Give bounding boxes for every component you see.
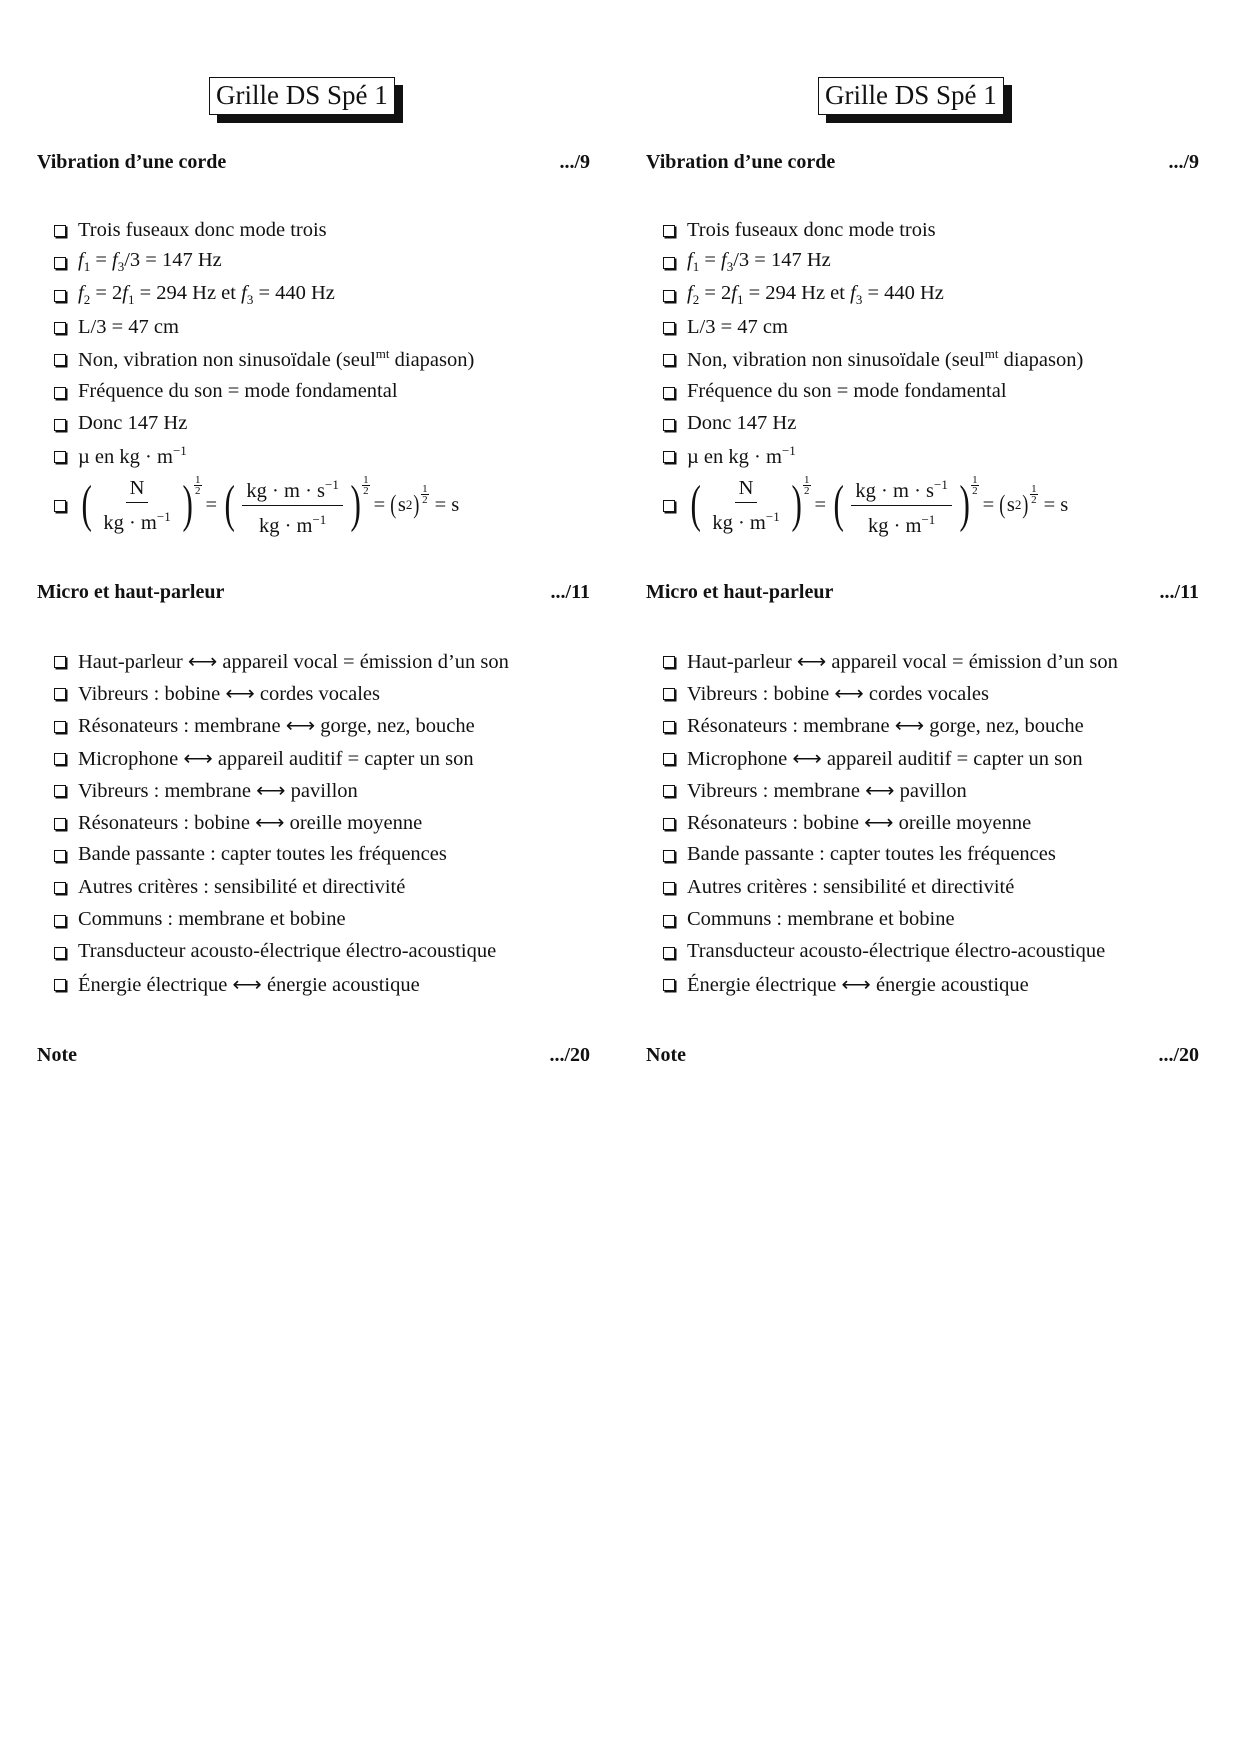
list-item: Haut-parleur ⟷ appareil vocal = émission d’un son <box>54 645 509 677</box>
list-item: µ en kg · $m^{-1}$ <box>54 440 474 472</box>
checkbox-icon[interactable] <box>663 354 675 366</box>
list-item: Résonateurs : bobine ⟷ oreille moyenne <box>54 806 509 838</box>
checkbox-icon[interactable] <box>54 290 66 302</box>
checkbox-icon[interactable] <box>54 225 66 237</box>
checkbox-icon[interactable] <box>54 257 66 269</box>
section-micro-header <box>37 580 590 604</box>
note-row <box>646 1043 1199 1067</box>
list-item: Non, vibration non sinusoïdale (seul$^{mt}$ diapason) <box>663 343 1083 375</box>
list-item: Autres critères : sensibilité et directivité <box>663 871 1118 903</box>
list-item: Donc 147 Hz <box>54 408 474 440</box>
checkbox-icon[interactable] <box>54 882 66 894</box>
checkbox-icon[interactable] <box>54 947 66 959</box>
checkbox-icon[interactable] <box>663 419 675 431</box>
list-item: Transducteur acousto-électrique électro-acoustique <box>54 936 509 968</box>
checkbox-icon[interactable] <box>54 322 66 334</box>
page-title: Grille DS Spé 1 <box>818 77 1004 115</box>
list-item: Fréquence du son = mode fondamental <box>663 375 1083 407</box>
list-item: µ en kg · $m^{-1}$ <box>663 440 1083 472</box>
list-item: $f_1 = f_3/3 = 147$ Hz <box>54 246 474 278</box>
section-title: Vibration d’une corde <box>37 151 227 173</box>
list-item: Trois fuseaux donc mode trois <box>54 214 474 246</box>
list-item: L/3 = 47 cm <box>54 311 474 343</box>
list-item: Haut-parleur ⟷ appareil vocal = émission d’un son <box>663 645 1118 677</box>
list-item: $f_1 = f_3/3 = 147$ Hz <box>663 246 1083 278</box>
checkbox-icon[interactable] <box>54 979 66 991</box>
checkbox-icon[interactable] <box>54 354 66 366</box>
checkbox-icon[interactable] <box>663 257 675 269</box>
title-box <box>209 77 395 115</box>
list-item: Bande passante : capter toutes les fréquences <box>54 839 509 871</box>
note-label: Note <box>646 1044 686 1066</box>
note-label: Note <box>37 1044 77 1066</box>
section-score: .../11 <box>1159 581 1199 603</box>
checkbox-icon[interactable] <box>54 850 66 862</box>
section-title: Micro et haut-parleur <box>37 581 225 603</box>
checkbox-icon[interactable] <box>663 850 675 862</box>
checkbox-icon[interactable] <box>663 322 675 334</box>
checkbox-icon[interactable] <box>663 947 675 959</box>
checkbox-icon[interactable] <box>663 688 675 700</box>
list-item: L/3 = 47 cm <box>663 311 1083 343</box>
checkbox-icon[interactable] <box>663 753 675 765</box>
list-item: Communs : membrane et bobine <box>663 903 1118 935</box>
checkbox-icon[interactable] <box>54 785 66 797</box>
checkbox-icon[interactable] <box>663 979 675 991</box>
checkbox-icon[interactable] <box>663 785 675 797</box>
list-item: Transducteur acousto-électrique électro-acoustique <box>663 936 1118 968</box>
checklist-micro <box>54 645 509 1000</box>
checkbox-icon[interactable] <box>54 451 66 463</box>
list-item: Résonateurs : bobine ⟷ oreille moyenne <box>663 806 1118 838</box>
list-item: Communs : membrane et bobine <box>54 903 509 935</box>
section-vibration-header <box>646 150 1199 174</box>
section-title: Micro et haut-parleur <box>646 581 834 603</box>
checkbox-icon[interactable] <box>663 387 675 399</box>
list-item: Vibreurs : bobine ⟷ cordes vocales <box>663 677 1118 709</box>
note-score: .../20 <box>1158 1044 1199 1066</box>
list-item: Résonateurs : membrane ⟷ gorge, nez, bouche <box>663 710 1118 742</box>
checkbox-icon[interactable] <box>663 225 675 237</box>
note-score: .../20 <box>549 1044 590 1066</box>
page-title: Grille DS Spé 1 <box>209 77 395 115</box>
checkbox-icon[interactable] <box>54 818 66 830</box>
checkbox-icon[interactable] <box>54 419 66 431</box>
checkbox-icon[interactable] <box>663 290 675 302</box>
checkbox-icon[interactable] <box>663 500 675 512</box>
section-micro-header <box>646 580 1199 604</box>
checkbox-icon[interactable] <box>663 721 675 733</box>
checkbox-icon[interactable] <box>54 500 66 512</box>
checkbox-icon[interactable] <box>54 721 66 733</box>
note-row <box>37 1043 590 1067</box>
section-score: .../9 <box>559 151 590 173</box>
section-vibration-header <box>37 150 590 174</box>
checkbox-icon[interactable] <box>663 915 675 927</box>
list-item: $f_2 = 2f_1 = 294$ Hz et $f_3 = 440$ Hz <box>54 279 474 311</box>
list-item: Fréquence du son = mode fondamental <box>54 375 474 407</box>
list-item: Autres critères : sensibilité et directivité <box>54 871 509 903</box>
checkbox-icon[interactable] <box>663 818 675 830</box>
list-item: Trois fuseaux donc mode trois <box>663 214 1083 246</box>
checkbox-icon[interactable] <box>663 656 675 668</box>
checkbox-icon[interactable] <box>54 753 66 765</box>
list-item: Énergie électrique ⟷ énergie acoustique <box>663 968 1118 1000</box>
section-title: Vibration d’une corde <box>646 151 836 173</box>
list-item: $f_2 = 2f_1 = 294$ Hz et $f_3 = 440$ Hz <box>663 279 1083 311</box>
list-item-formula: ( $\frac{N}{kg \cdot m^{-1}}$ ) $\frac{1}{2}$ = ( $\frac{kg \cdot m \cdot s^{-1}}{kg \cdot m^{-1}}$ ) $\frac{1}{2}$ = ( s 2 ) $\frac{1}{2}$ = s <box>663 472 1083 538</box>
section-score: .../11 <box>550 581 590 603</box>
list-item: Résonateurs : membrane ⟷ gorge, nez, bouche <box>54 710 509 742</box>
checkbox-icon[interactable] <box>663 882 675 894</box>
checkbox-icon[interactable] <box>663 451 675 463</box>
list-item: Vibreurs : membrane ⟷ pavillon <box>54 774 509 806</box>
checklist-vibration <box>663 214 1083 538</box>
checkbox-icon[interactable] <box>54 688 66 700</box>
checkbox-icon[interactable] <box>54 656 66 668</box>
checklist-vibration <box>54 214 474 538</box>
checkbox-icon[interactable] <box>54 915 66 927</box>
checklist-micro <box>663 645 1118 1000</box>
list-item: Bande passante : capter toutes les fréquences <box>663 839 1118 871</box>
list-item: Vibreurs : membrane ⟷ pavillon <box>663 774 1118 806</box>
list-item: Microphone ⟷ appareil auditif = capter un son <box>663 742 1118 774</box>
list-item: Énergie électrique ⟷ énergie acoustique <box>54 968 509 1000</box>
title-box <box>818 77 1004 115</box>
checkbox-icon[interactable] <box>54 387 66 399</box>
list-item: Non, vibration non sinusoïdale (seul$^{mt}$ diapason) <box>54 343 474 375</box>
list-item: Donc 147 Hz <box>663 408 1083 440</box>
list-item: Vibreurs : bobine ⟷ cordes vocales <box>54 677 509 709</box>
section-score: .../9 <box>1168 151 1199 173</box>
list-item: Microphone ⟷ appareil auditif = capter un son <box>54 742 509 774</box>
list-item-formula: ( $\frac{N}{kg \cdot m^{-1}}$ ) $\frac{1}{2}$ = ( $\frac{kg \cdot m \cdot s^{-1}}{kg \cdot m^{-1}}$ ) $\frac{1}{2}$ = ( s 2 ) $\frac{1}{2}$ = s <box>54 472 474 538</box>
